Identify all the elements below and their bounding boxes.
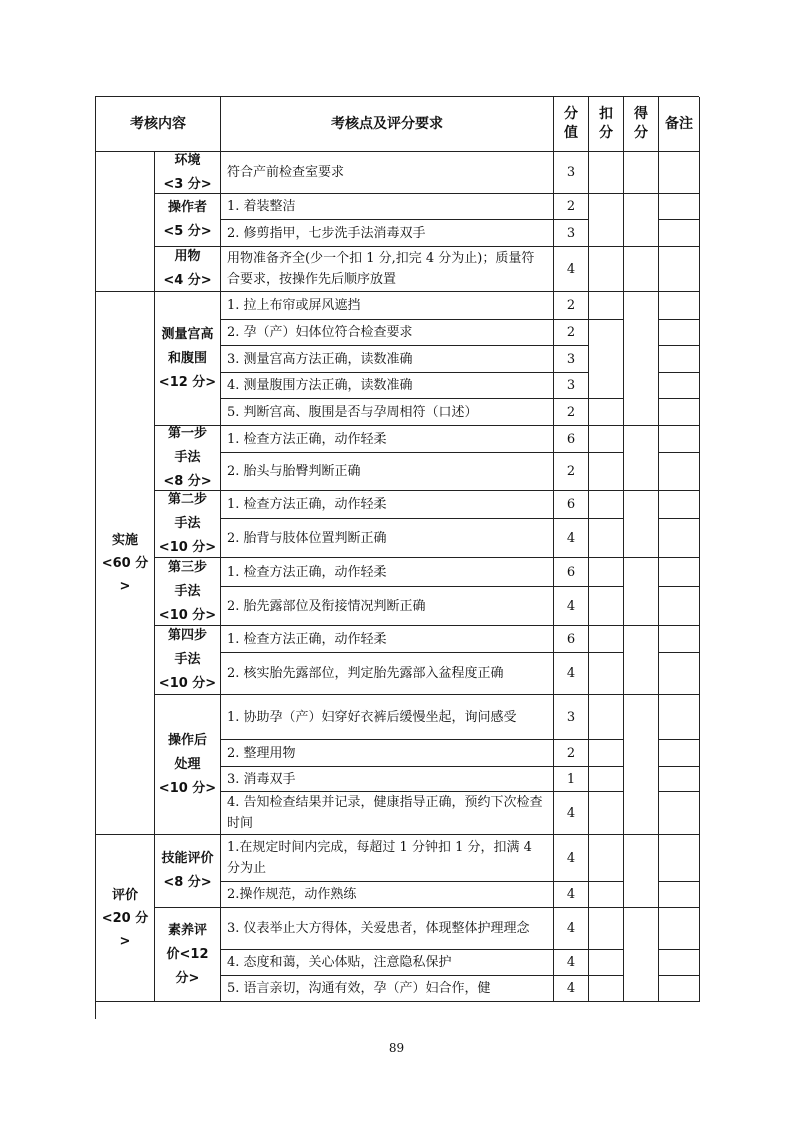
page-number: 89: [388, 1041, 405, 1055]
remark-cell[interactable]: [659, 626, 700, 653]
score-value: 4: [554, 835, 589, 882]
subsection-label: 第一步 手法 <8 分>: [155, 426, 221, 491]
remark-cell[interactable]: [659, 695, 700, 740]
requirement-text: 2. 修剪指甲，七步洗手法消毒双手: [221, 220, 554, 247]
deduct-cell[interactable]: [589, 152, 624, 194]
deduct-cell[interactable]: [589, 247, 624, 292]
requirement-text: 1. 检查方法正确，动作轻柔: [221, 558, 554, 587]
deduct-cell[interactable]: [589, 399, 624, 426]
header-points: 考核点及评分要求: [221, 97, 554, 152]
score-value: 3: [554, 695, 589, 740]
deduct-cell[interactable]: [589, 626, 624, 653]
requirement-text: 符合产前检查室要求: [221, 152, 554, 194]
remark-cell[interactable]: [659, 247, 700, 292]
remark-cell[interactable]: [659, 767, 700, 792]
subsection-label: 测量宫高 和腹围 <12 分>: [155, 292, 221, 426]
requirement-text: 1. 协助孕（产）妇穿好衣裤后缓慢坐起，询问感受: [221, 695, 554, 740]
requirement-text: 2. 整理用物: [221, 740, 554, 767]
remark-cell[interactable]: [659, 950, 700, 976]
score-value: 4: [554, 519, 589, 558]
assessment-table: [95, 96, 699, 1019]
deduct-cell[interactable]: [589, 882, 624, 908]
deduct-cell[interactable]: [589, 426, 624, 453]
deduct-cell[interactable]: [589, 558, 624, 587]
gained-cell[interactable]: [624, 558, 659, 626]
header-score: 分值: [554, 97, 589, 152]
score-value: 6: [554, 626, 589, 653]
deduct-cell[interactable]: [589, 453, 624, 491]
subsection-label: 操作后 处理 <10 分>: [155, 695, 221, 835]
requirement-text: 2. 胎头与胎臀判断正确: [221, 453, 554, 491]
score-value: 4: [554, 653, 589, 695]
score-value: 2: [554, 740, 589, 767]
requirement-text: 1.在规定时间内完成，每超过 1 分钟扣 1 分，扣满 4 分为止: [221, 835, 554, 882]
score-value: 2: [554, 194, 589, 220]
deduct-cell[interactable]: [589, 587, 624, 626]
gained-cell[interactable]: [624, 292, 659, 426]
requirement-text: 2. 孕（产）妇体位符合检查要求: [221, 320, 554, 346]
deduct-cell[interactable]: [589, 835, 624, 882]
deduct-cell[interactable]: [589, 320, 624, 399]
subsection-label: 环境 <3 分>: [155, 152, 221, 194]
requirement-text: 4. 测量腹围方法正确，读数准确: [221, 373, 554, 399]
deduct-cell[interactable]: [589, 491, 624, 519]
remark-cell[interactable]: [659, 587, 700, 626]
remark-cell[interactable]: [659, 426, 700, 453]
header-gained: 得分: [624, 97, 659, 152]
deduct-cell[interactable]: [589, 519, 624, 558]
remark-cell[interactable]: [659, 835, 700, 882]
score-value: 4: [554, 247, 589, 292]
remark-cell[interactable]: [659, 740, 700, 767]
score-value: 4: [554, 882, 589, 908]
subsection-label: 素养评 价<12 分>: [155, 908, 221, 1002]
requirement-text: 1. 拉上布帘或屏风遮挡: [221, 292, 554, 320]
section-label: 实施 <60 分>: [96, 292, 155, 835]
gained-cell[interactable]: [624, 908, 659, 1002]
score-value: 2: [554, 453, 589, 491]
gained-cell[interactable]: [624, 626, 659, 695]
remark-cell[interactable]: [659, 976, 700, 1002]
requirement-text: 2. 核实胎先露部位，判定胎先露部入盆程度正确: [221, 653, 554, 695]
deduct-cell[interactable]: [589, 767, 624, 792]
deduct-cell[interactable]: [589, 194, 624, 247]
remark-cell[interactable]: [659, 373, 700, 399]
subsection-label: 操作者 <5 分>: [155, 194, 221, 247]
requirement-text: 3. 测量宫高方法正确，读数准确: [221, 346, 554, 373]
score-value: 6: [554, 491, 589, 519]
score-value: 4: [554, 587, 589, 626]
requirement-text: 4. 告知检查结果并记录，健康指导正确，预约下次检查时间: [221, 792, 554, 835]
requirement-text: 1. 检查方法正确，动作轻柔: [221, 426, 554, 453]
score-value: 2: [554, 320, 589, 346]
score-value: 4: [554, 792, 589, 835]
score-value: 3: [554, 152, 589, 194]
score-value: 4: [554, 976, 589, 1002]
requirement-text: 2. 胎背与肢体位置判断正确: [221, 519, 554, 558]
gained-cell[interactable]: [624, 491, 659, 558]
score-value: 4: [554, 908, 589, 950]
score-value: 1: [554, 767, 589, 792]
requirement-text: 3. 仪表举止大方得体，关爱患者，体现整体护理理念: [221, 908, 554, 950]
remark-cell[interactable]: [659, 882, 700, 908]
section-label: [96, 152, 155, 292]
deduct-cell[interactable]: [589, 292, 624, 320]
deduct-cell[interactable]: [589, 792, 624, 835]
score-value: 3: [554, 346, 589, 373]
remark-cell[interactable]: [659, 292, 700, 320]
remark-cell[interactable]: [659, 792, 700, 835]
score-value: 2: [554, 399, 589, 426]
remark-cell[interactable]: [659, 453, 700, 491]
requirement-text: 1. 检查方法正确，动作轻柔: [221, 491, 554, 519]
remark-cell[interactable]: [659, 491, 700, 519]
score-value: 6: [554, 558, 589, 587]
score-value: 4: [554, 950, 589, 976]
gained-cell[interactable]: [624, 247, 659, 292]
score-value: 3: [554, 373, 589, 399]
requirement-text: 4. 态度和蔼，关心体贴，注意隐私保护: [221, 950, 554, 976]
deduct-cell[interactable]: [589, 695, 624, 740]
requirement-text: 3. 消毒双手: [221, 767, 554, 792]
deduct-cell[interactable]: [589, 908, 624, 950]
subsection-label: 第四步 手法 <10 分>: [155, 626, 221, 695]
requirement-text: 1. 检查方法正确，动作轻柔: [221, 626, 554, 653]
gained-cell[interactable]: [624, 426, 659, 491]
requirement-text: 1. 着装整洁: [221, 194, 554, 220]
remark-cell[interactable]: [659, 194, 700, 220]
deduct-cell[interactable]: [589, 653, 624, 695]
gained-cell[interactable]: [624, 152, 659, 194]
subsection-label: 第三步 手法 <10 分>: [155, 558, 221, 626]
remark-cell[interactable]: [659, 519, 700, 558]
section-label: 评价 <20 分>: [96, 835, 155, 1002]
remark-cell[interactable]: [659, 320, 700, 346]
subsection-label: 技能评价 <8 分>: [155, 835, 221, 908]
deduct-cell[interactable]: [589, 950, 624, 976]
header-deduct: 扣分: [589, 97, 624, 152]
requirement-text: 用物准备齐全(少一个扣 1 分,扣完 4 分为止)；质量符合要求，按操作先后顺序放置: [221, 247, 554, 292]
remark-cell[interactable]: [659, 908, 700, 950]
score-value: 3: [554, 220, 589, 247]
remark-cell[interactable]: [659, 399, 700, 426]
score-value: 2: [554, 292, 589, 320]
gained-cell[interactable]: [624, 835, 659, 908]
gained-cell[interactable]: [624, 194, 659, 247]
remark-cell[interactable]: [659, 220, 700, 247]
requirement-text: 5. 判断宫高、腹围是否与孕周相符（口述）: [221, 399, 554, 426]
score-value: 6: [554, 426, 589, 453]
remark-cell[interactable]: [659, 558, 700, 587]
header-content: 考核内容: [96, 97, 221, 152]
requirement-text: 2. 胎先露部位及衔接情况判断正确: [221, 587, 554, 626]
remark-cell[interactable]: [659, 346, 700, 373]
requirement-text: 2.操作规范，动作熟练: [221, 882, 554, 908]
deduct-cell[interactable]: [589, 740, 624, 767]
requirement-text: 5. 语言亲切，沟通有效，孕（产）妇合作，健: [221, 976, 554, 1002]
gained-cell[interactable]: [624, 695, 659, 835]
subsection-label: 用物 <4 分>: [155, 247, 221, 292]
remark-cell[interactable]: [659, 152, 700, 194]
deduct-cell[interactable]: [589, 976, 624, 1002]
remark-cell[interactable]: [659, 653, 700, 695]
subsection-label: 第二步 手法 <10 分>: [155, 491, 221, 558]
header-remark: 备注: [659, 97, 700, 152]
